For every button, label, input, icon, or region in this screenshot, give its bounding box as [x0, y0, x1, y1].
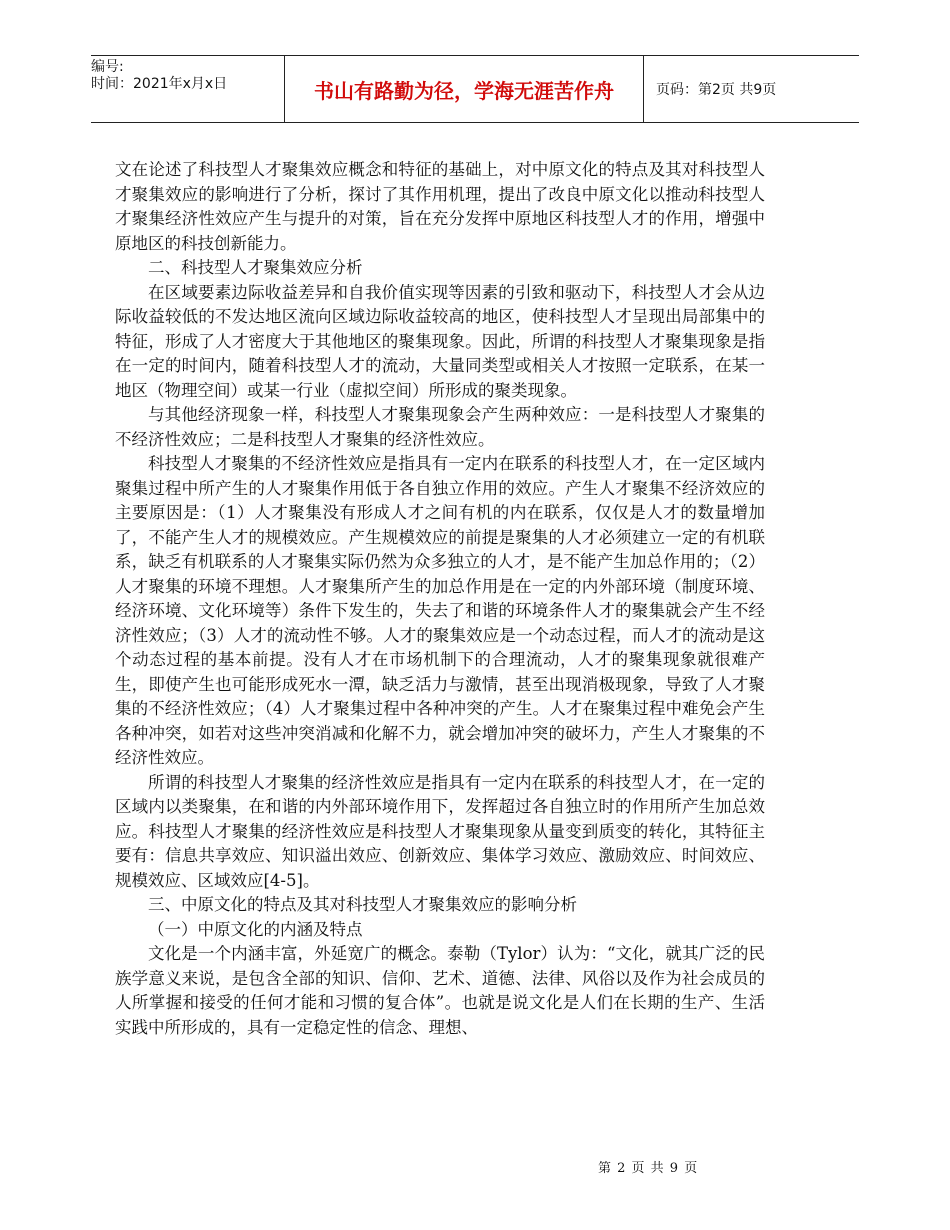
- document-time: 时间：2021年x月x日: [91, 76, 228, 92]
- header-page-info: 页码：第2页 共9页: [656, 82, 777, 98]
- footer-page-number: 第 2 页 共 9 页: [598, 1161, 699, 1176]
- header-meta: [91, 56, 283, 125]
- section-heading-2: 二、科技型人才聚集效应分析: [148, 258, 363, 277]
- paragraph: 文化是一个内涵丰富，外延宽广的概念。泰勒（Tylor）认为：“文化，就其广泛的民族学意义来说，是包含全部的知识、信仰、艺术、道德、法律、风俗以及作为社会成员的人所掌握和接受的任何才能和习惯的复合体”。也就是说文化是人们在长期的生产、生活实践中所形成的，具有一定稳定性的信念、理想、: [115, 944, 765, 1037]
- document-number-label: 编号:: [91, 59, 124, 75]
- paragraph: 在区域要素边际收益差异和自我价值实现等因素的引致和驱动下，科技型人才会从边际收益较低的不发达地区流向区域边际收益较高的地区，使科技型人才呈现出局部集中的特征，形成了人才密度大于其他地区的聚集现象。因此，所谓的科技型人才聚集现象是指在一定的时间内，随着科技型人才的流动，大量同类型或相关人才按照一定联系，在某一地区（物理空间）或某一行业（虚拟空间）所形成的聚类现象。: [115, 282, 765, 400]
- document-body: [115, 158, 765, 1040]
- section-heading-3: 三、中原文化的特点及其对科技型人才聚集效应的影响分析: [148, 895, 577, 914]
- subsection-heading: （一）中原文化的内涵及特点: [148, 919, 363, 939]
- paragraph: 与其他经济现象一样，科技型人才聚集现象会产生两种效应：一是科技型人才聚集的不经济性效应；二是科技型人才聚集的经济性效应。: [115, 405, 765, 449]
- paragraph-intro: 文在论述了科技型人才聚集效应概念和特征的基础上，对中原文化的特点及其对科技型人才聚集效应的影响进行了分析，探讨了其作用机理，提出了改良中原文化以推动科技型人才聚集经济性效应产生与提升的对策，旨在充分发挥中原地区科技型人才的作用，增强中原地区的科技创新能力。: [115, 160, 765, 253]
- header-motto: 书山有路勤为径，学海无涯苦作舟: [284, 56, 644, 122]
- page-footer: [0, 1157, 950, 1177]
- paragraph: 科技型人才聚集的不经济性效应是指具有一定内在联系的科技型人才，在一定区域内聚集过程中所产生的人才聚集作用低于各自独立作用的效应。产生人才聚集不经济效应的主要原因是：（1）人才聚集没有形成人才之间有机的内在联系，仅仅是人才的数量增加了，不能产生人才的规模效应。产生规模效应的前提是聚集的人才必须建立一定的有机联系，缺乏有机联系的人才聚集实际仍然为众多独立的人才，是不能产生加总作用的；（2）人才聚集的环境不理想。人才聚集所产生的加总作用是在一定的内外部环境（制度环境、经济环境、文化环境等）条件下发生的，失去了和谐的环境条件人才的聚集就会产生不经济性效应；（3）人才的流动性不够。人才的聚集效应是一个动态过程，而人才的流动是这个动态过程的基本前提。没有人才在市场机制下的合理流动，人才的聚集现象就很难产生，即使产生也可能形成死水一潭，缺乏活力与激情，甚至出现消极现象，导致了人才聚集的不经济性效应；（4）人才聚集过程中各种冲突的产生。人才在聚集过程中难免会产生各种冲突，如若对这些冲突消减和化解不力，就会增加冲突的破坏力，产生人才聚集的不经济性效应。: [115, 454, 765, 767]
- page-header: [91, 55, 859, 123]
- paragraph: 所谓的科技型人才聚集的经济性效应是指具有一定内在联系的科技型人才，在一定的区域内以类聚集，在和谐的内外部环境作用下，发挥超过各自独立时的作用所产生加总效应。科技型人才聚集的经济性效应是科技型人才聚集现象从量变到质变的转化，其特征主要有：信息共享效应、知识溢出效应、创新效应、集体学习效应、激励效应、时间效应、规模效应、区域效应[4-5]。: [115, 772, 765, 890]
